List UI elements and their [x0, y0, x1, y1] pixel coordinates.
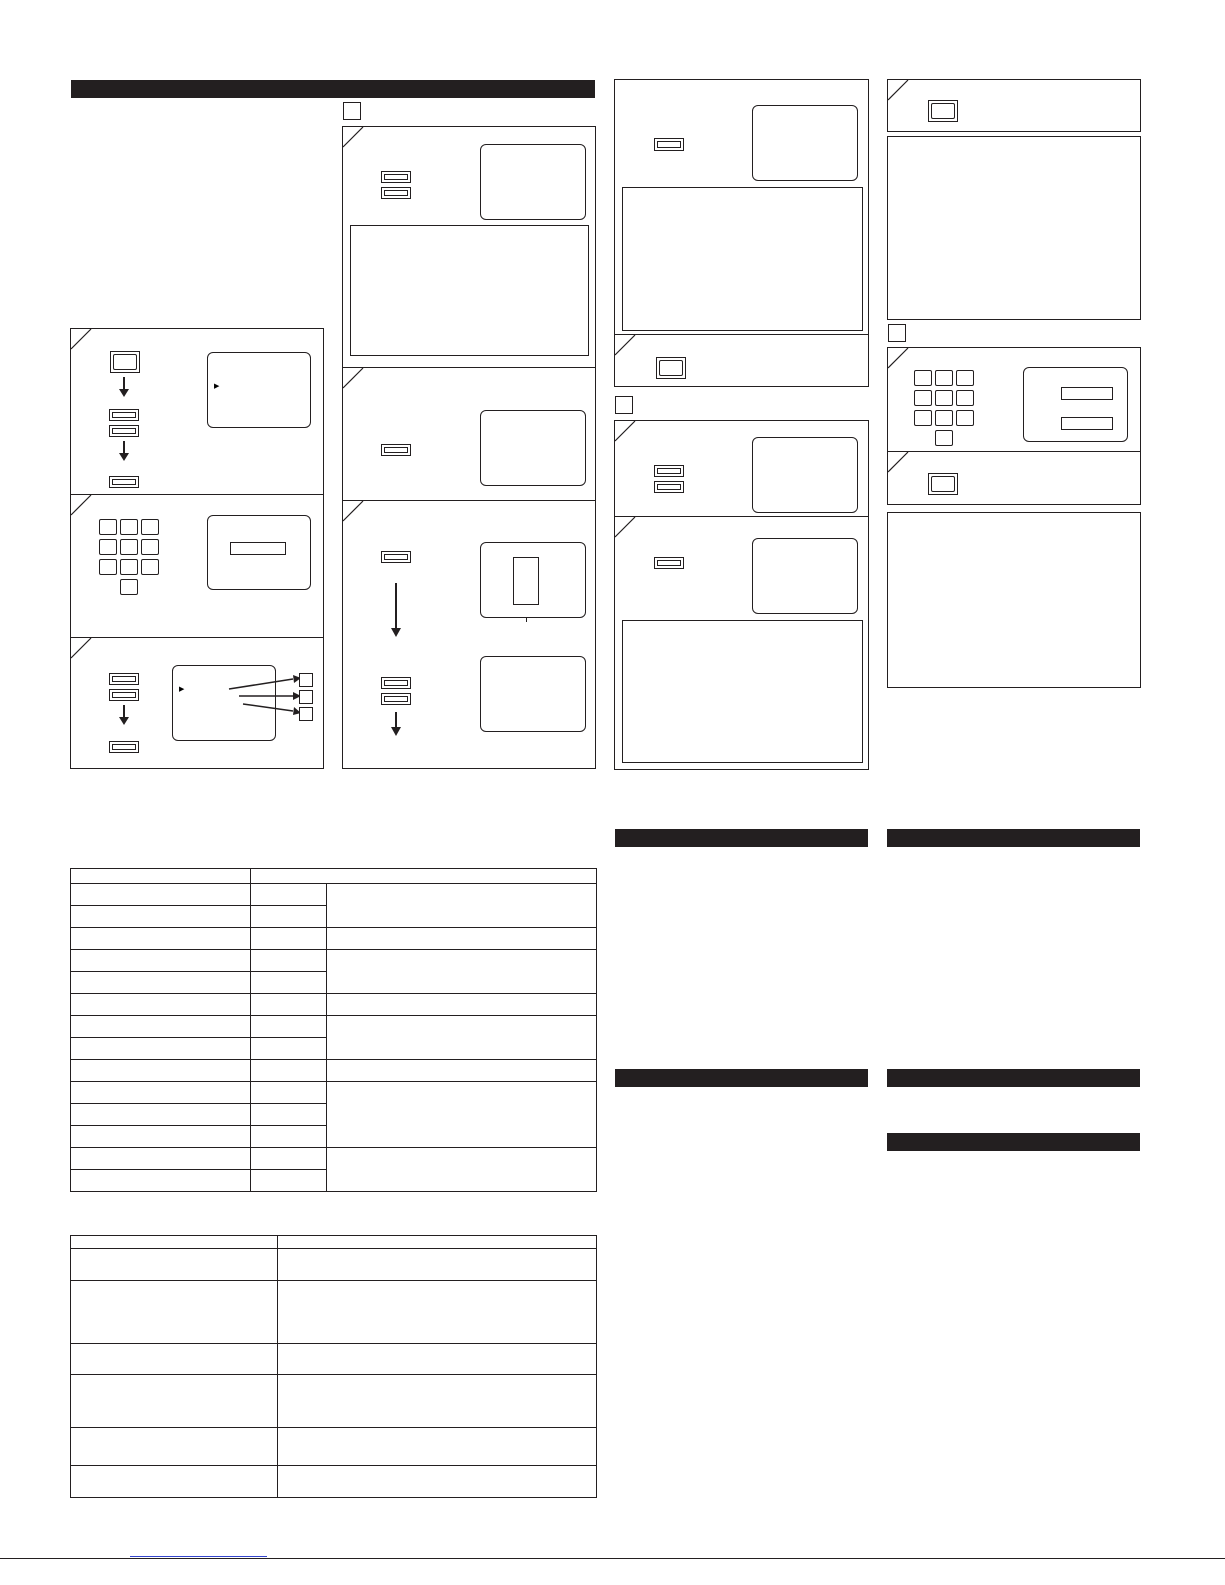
note-box: [350, 225, 589, 356]
step-corner-icon: [615, 517, 649, 537]
select-down-button[interactable]: [381, 693, 411, 705]
footer-rule: [0, 1558, 1225, 1559]
option-box: [299, 673, 313, 687]
tv-screen: [752, 538, 858, 614]
step-divider: [343, 367, 595, 368]
code-field: [1061, 387, 1113, 400]
section-header-bar: [887, 1069, 1140, 1087]
step-divider: [71, 494, 323, 495]
entry-field: [230, 542, 286, 555]
enter-button[interactable]: [654, 557, 684, 569]
keypad-key[interactable]: [956, 390, 974, 406]
select-down-button[interactable]: [654, 481, 684, 493]
keypad-key[interactable]: [141, 519, 159, 535]
step-corner-icon: [888, 80, 922, 100]
enter-button[interactable]: [109, 476, 139, 488]
section-header-bar: [615, 1069, 868, 1087]
down-arrow-icon: [119, 441, 129, 461]
number-keypad: [99, 519, 169, 599]
note-box: [887, 136, 1141, 320]
keypad-key[interactable]: [935, 430, 953, 446]
select-down-button[interactable]: [109, 425, 139, 437]
step-corner-icon: [71, 329, 105, 349]
step-divider: [888, 451, 1140, 452]
keypad-key[interactable]: [99, 539, 117, 555]
callout-arrows: [227, 669, 302, 719]
step-divider: [615, 334, 868, 335]
step-divider: [71, 637, 323, 638]
section-step-box: [888, 324, 906, 342]
section-step-box: [343, 102, 361, 120]
enter-button[interactable]: [381, 444, 411, 456]
keypad-key[interactable]: [935, 370, 953, 386]
footer-link[interactable]: [130, 1556, 267, 1557]
section-step-box: [615, 396, 633, 414]
tv-screen: [752, 437, 858, 513]
tv-screen-level: [480, 542, 586, 618]
procedure-panel-menu: [887, 79, 1141, 132]
section-header-bar: [71, 80, 595, 98]
step-corner-icon: [888, 452, 922, 472]
menu-button[interactable]: [656, 357, 686, 379]
code-field: [1061, 417, 1113, 430]
level-tick: [526, 617, 527, 622]
procedure-panel-settings: [614, 420, 869, 770]
keypad-key[interactable]: [935, 410, 953, 426]
note-box: [622, 187, 863, 331]
step-corner-icon: [615, 335, 649, 355]
enter-button[interactable]: [654, 138, 684, 151]
keypad-key[interactable]: [141, 559, 159, 575]
step-corner-icon: [343, 368, 377, 388]
down-arrow-icon: [119, 377, 129, 397]
tv-screen-code: [1023, 367, 1128, 442]
procedure-panel-channel: [342, 126, 596, 769]
long-down-arrow-icon: [391, 583, 401, 637]
tv-screen: [752, 105, 858, 181]
option-box: [299, 707, 313, 721]
keypad-key[interactable]: [956, 410, 974, 426]
select-up-button[interactable]: [381, 171, 411, 183]
keypad-key[interactable]: [956, 370, 974, 386]
procedure-panel-setup: [70, 328, 324, 769]
section-header-bar: [615, 829, 868, 847]
tv-screen: [480, 656, 586, 732]
keypad-key[interactable]: [914, 370, 932, 386]
level-indicator: [513, 557, 539, 605]
menu-button[interactable]: [110, 351, 140, 373]
keypad-key[interactable]: [914, 390, 932, 406]
tv-screen-entry: [207, 515, 311, 590]
down-arrow-icon: [391, 712, 401, 736]
number-keypad: [914, 370, 984, 450]
keypad-key[interactable]: [120, 539, 138, 555]
menu-button[interactable]: [928, 100, 958, 122]
section-header-bar: [887, 829, 1140, 847]
note-box: [622, 620, 863, 763]
keypad-key[interactable]: [99, 519, 117, 535]
tv-screen: [480, 144, 586, 220]
keypad-key[interactable]: [120, 519, 138, 535]
select-up-button[interactable]: [381, 677, 411, 689]
procedure-panel-code: [887, 347, 1141, 505]
step-corner-icon: [343, 127, 377, 147]
menu-cursor-triangle-icon: ▶: [179, 685, 185, 693]
step-divider: [615, 516, 868, 517]
section-header-bar: [887, 1133, 1140, 1151]
tv-screen-menu: [207, 352, 311, 428]
step-corner-icon: [888, 348, 922, 368]
step-corner-icon: [71, 495, 105, 515]
down-arrow-icon: [119, 705, 129, 725]
note-box: [887, 512, 1141, 688]
menu-cursor-triangle-icon: ▶: [214, 382, 220, 390]
spec-table-troubleshooting: [70, 1235, 597, 1498]
spec-table-features: [70, 868, 597, 1192]
step-corner-icon: [615, 421, 649, 441]
enter-button[interactable]: [381, 551, 411, 563]
select-down-button[interactable]: [381, 187, 411, 199]
select-down-button[interactable]: [109, 689, 139, 701]
menu-button[interactable]: [928, 473, 958, 495]
keypad-key[interactable]: [120, 579, 138, 595]
keypad-key[interactable]: [141, 539, 159, 555]
select-up-button[interactable]: [654, 465, 684, 477]
step-divider: [343, 500, 595, 501]
keypad-key[interactable]: [99, 559, 117, 575]
enter-button[interactable]: [109, 741, 139, 753]
tv-screen: [480, 410, 586, 486]
select-up-button[interactable]: [109, 673, 139, 685]
option-box: [299, 690, 313, 704]
keypad-key[interactable]: [935, 390, 953, 406]
step-corner-icon: [71, 638, 105, 658]
procedure-panel-continue: [614, 79, 869, 387]
step-corner-icon: [343, 501, 377, 521]
keypad-key[interactable]: [914, 410, 932, 426]
keypad-key[interactable]: [120, 559, 138, 575]
select-up-button[interactable]: [109, 409, 139, 421]
